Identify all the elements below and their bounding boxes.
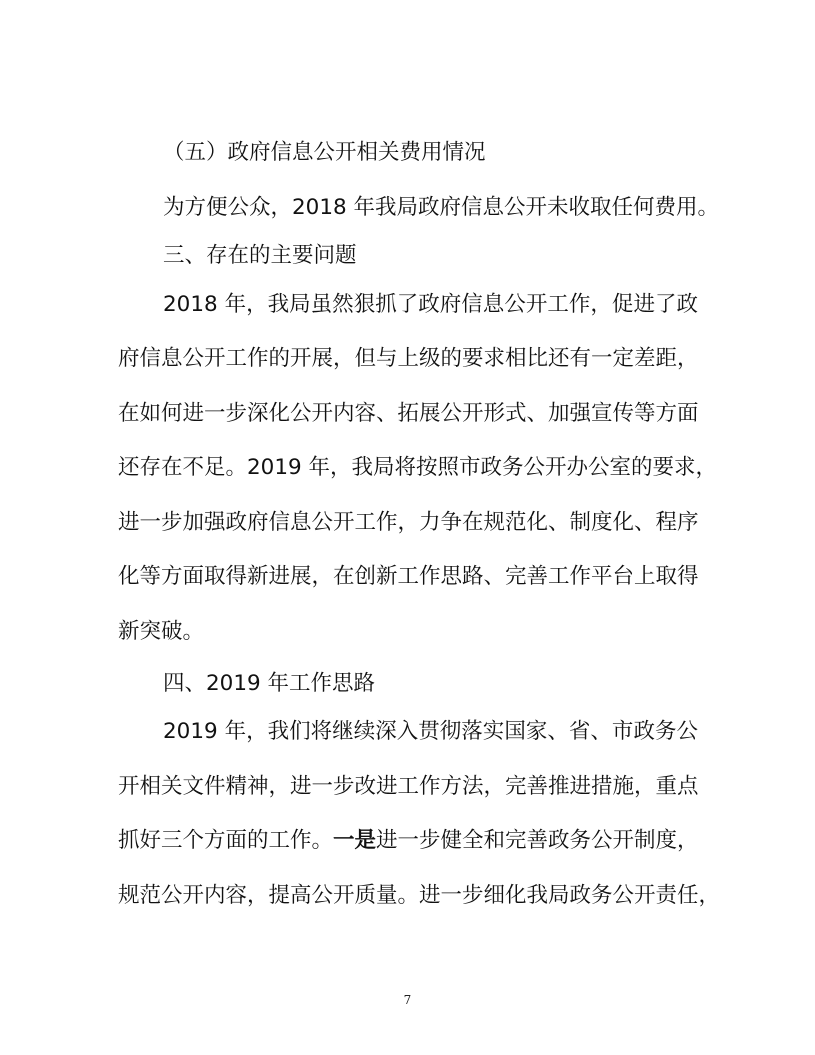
- section-heading-fees: （五）政府信息公开相关费用情况: [163, 140, 486, 165]
- paragraph-line: 在如何进一步深化公开内容、拓展公开形式、加强宣传等方面: [118, 401, 699, 426]
- paragraph-line: 进一步加强政府信息公开工作，力争在规范化、制度化、程序: [118, 510, 699, 535]
- paragraph-line: 2019 年，我们将继续深入贯彻落实国家、省、市政务公: [163, 719, 698, 744]
- paragraph-line: 2018 年，我局虽然狠抓了政府信息公开工作，促进了政: [163, 292, 698, 317]
- paragraph-text: 抓好三个方面的工作。: [118, 828, 334, 853]
- emphasis-first: 一是: [333, 828, 377, 853]
- paragraph-text: 进一步健全和完善政务公开制度，: [376, 828, 699, 853]
- paragraph-line: 还存在不足。2019 年，我局将按照市政务公开办公室的要求，: [118, 455, 718, 480]
- paragraph-line: 开相关文件精神，进一步改进工作方法，完善推进措施，重点: [118, 774, 699, 799]
- paragraph-line: 化等方面取得新进展，在创新工作思路、完善工作平台上取得: [118, 564, 699, 589]
- paragraph-line: 新突破。: [118, 619, 205, 644]
- page-number: 7: [403, 993, 412, 1007]
- section-heading-problems: 三、存在的主要问题: [163, 243, 357, 268]
- paragraph-line: 规范公开内容，提高公开质量。进一步细化我局政务公开责任，: [118, 883, 721, 908]
- paragraph-line: 府信息公开工作的开展，但与上级的要求相比还有一定差距，: [118, 346, 699, 371]
- paragraph-line: [118, 827, 698, 855]
- paragraph-line: 为方便公众，2018 年我局政府信息公开未收取任何费用。: [163, 195, 720, 220]
- section-heading-plan: 四、2019 年工作思路: [163, 671, 376, 696]
